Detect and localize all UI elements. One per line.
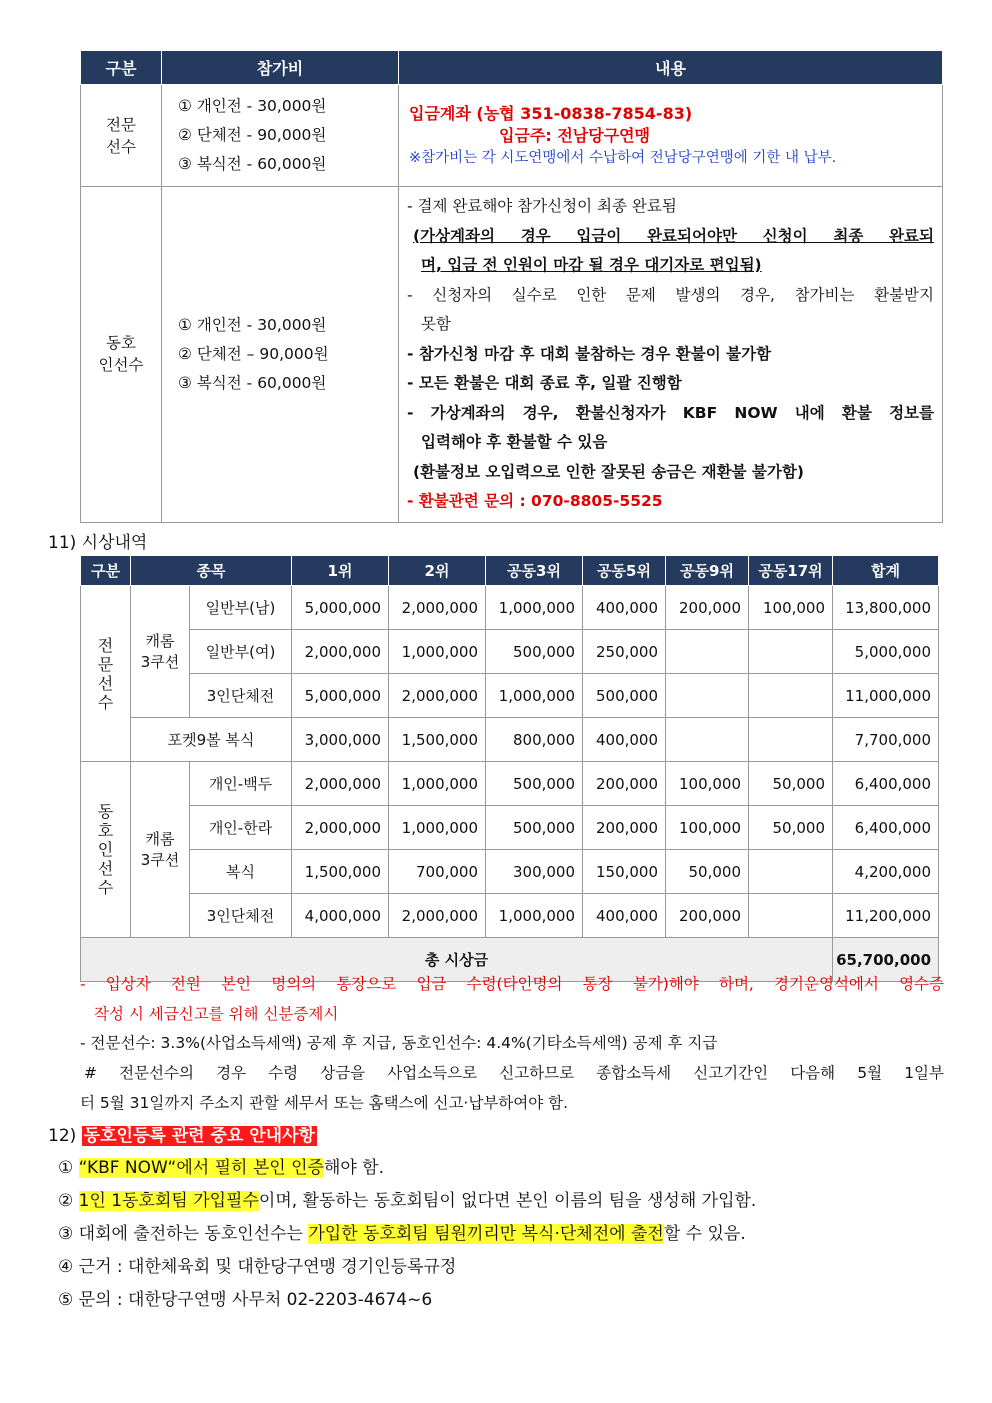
subgroup-carom-pro: 캐롬 3쿠션: [131, 586, 190, 718]
table-row: 전 문 선 수 캐롬 3쿠션 일반부(남) 5,000,000 2,000,000 1,000,000 400,000 200,000 100,000 13,800,000: [81, 586, 939, 630]
total-value: 65,700,000: [833, 938, 939, 982]
tax-filing-notice: # 전문선수의 경우 수령 상금을 사업소득으로 신고하므로 종합소득세 신고기간인 다음해 5월 1일부 터 5월 31일까지 주소지 관할 세무서 또는 홈택스에 신고·납부하여야 함.: [80, 1064, 944, 1112]
section-11-title: 11) 시상내역: [48, 533, 148, 553]
refund-contact: - 환불관련 문의 : 070-8805-5525: [407, 492, 663, 510]
fee-list-pro: ① 개인전 - 30,000원 ② 단체전 - 90,000원 ③ 복식전 - 60,000원: [162, 85, 399, 187]
prize-table-header: 구분 종목 1위 2위 공동3위 공동5위 공동9위 공동17위 합계: [81, 556, 939, 586]
group-amateur: 동 호 인 선 수: [81, 762, 131, 938]
header-category: 구분: [81, 51, 162, 85]
account-holder: 입금주: 전남당구연맹: [499, 125, 651, 145]
payment-note: ※참가비는 각 시도연맹에서 수납하여 전남당구연맹에 기한 내 납부.: [409, 149, 837, 166]
table-row: 3인단체전 5,000,000 2,000,000 1,000,000 500,000 11,000,000: [81, 674, 939, 718]
header-fee: 참가비: [162, 51, 399, 85]
fee-list-amateur: ① 개인전 - 30,000원 ② 단체전 – 90,000원 ③ 복식전 - 60,000원: [162, 187, 399, 523]
fee-row-amateur: [81, 187, 943, 523]
fee-table: [80, 50, 943, 523]
list-item: ⑤ 문의 : 대한당구연맹 사무처 02-2203-4674~6: [58, 1290, 433, 1310]
category-pro: 전문 선수: [81, 85, 162, 187]
account-info: 입금계좌 (농협 351-0838-7854-83): [409, 103, 693, 123]
table-row: 동 호 인 선 수 캐롬 3쿠션 개인-백두 2,000,000 1,000,000 500,000 200,000 100,000 50,000 6,400,000: [81, 762, 939, 806]
receipt-notice: - 입상자 전원 본인 명의의 통장으로 입금 수령(타인명의 통장 불가)해야 하며, 경기운영석에서 영수증 작성 시 세금신고를 위해 신분증제시: [80, 975, 944, 1023]
table-row: 포켓9볼 복식 3,000,000 1,500,000 800,000 400,000 7,700,000: [81, 718, 939, 762]
subgroup-carom-amateur: 캐롬 3쿠션: [131, 762, 190, 938]
list-item: ③ 대회에 출전하는 동호인선수는 가입한 동호회팀 팀원끼리만 복식·단체전에 출전할 수 있음.: [58, 1224, 746, 1244]
prize-table: [80, 555, 939, 982]
list-item: ① “KBF NOW“에서 필히 본인 인증해야 함.: [58, 1158, 385, 1178]
table-row: 복식 1,500,000 700,000 300,000 150,000 50,000 4,200,000: [81, 850, 939, 894]
section-12-list: [58, 1152, 958, 1317]
group-pro: 전 문 선 수: [81, 586, 131, 762]
fee-table-header: [81, 51, 943, 85]
header-content: 내용: [399, 51, 943, 85]
pro-payment-info: [399, 85, 943, 187]
table-row: 일반부(여) 2,000,000 1,000,000 500,000 250,000 5,000,000: [81, 630, 939, 674]
total-label: 총 시상금: [81, 938, 833, 982]
category-amateur: 동호 인선수: [81, 187, 162, 523]
fee-row-pro: [81, 85, 943, 187]
table-row: 3인단체전 4,000,000 2,000,000 1,000,000 400,000 200,000 11,200,000: [81, 894, 939, 938]
list-item: ④ 근거 : 대한체육회 및 대한당구연맹 경기인등록규정: [58, 1257, 457, 1277]
amateur-refund-info: - 결제 완료해야 참가신청이 최종 완료됨 (가상계좌의 경우 입금이 완료되어야만 신청이 최종 완료되 며, 입금 전 인원이 마감 될 경우 대기자로 편입됨) - 신청자의 실수로 인한 문제 발생의 경우, 참가비는 환불받지 못함 - 참가신청 마감 후 대회 불참하는 경우 환불이 불가함 - 모든 환불은 대회 종료 후, 일괄 진행함 - 가상계좌의 경우, 환불신청자가 KBF NOW 내에 환불 정보를 입력해야 후 환불할 수 있음 (환불정보 오입력으로 인한 잘못된 송금은 재환불 불가함) - 환불관련 문의 : 070-8805-5525: [399, 187, 943, 523]
section-12-title: 12) 동호인등록 관련 중요 안내사항: [48, 1126, 315, 1146]
table-row: 개인-한라 2,000,000 1,000,000 500,000 200,000 100,000 50,000 6,400,000: [81, 806, 939, 850]
tax-notice: - 전문선수: 3.3%(사업소득세액) 공제 후 지급, 동호인선수: 4.4%(기타소득세액) 공제 후 지급: [80, 1034, 718, 1052]
list-item: ② 1인 1동호회팀 가입필수이며, 활동하는 동호회팀이 없다면 본인 이름의 팀을 생성해 가입함.: [58, 1191, 757, 1211]
